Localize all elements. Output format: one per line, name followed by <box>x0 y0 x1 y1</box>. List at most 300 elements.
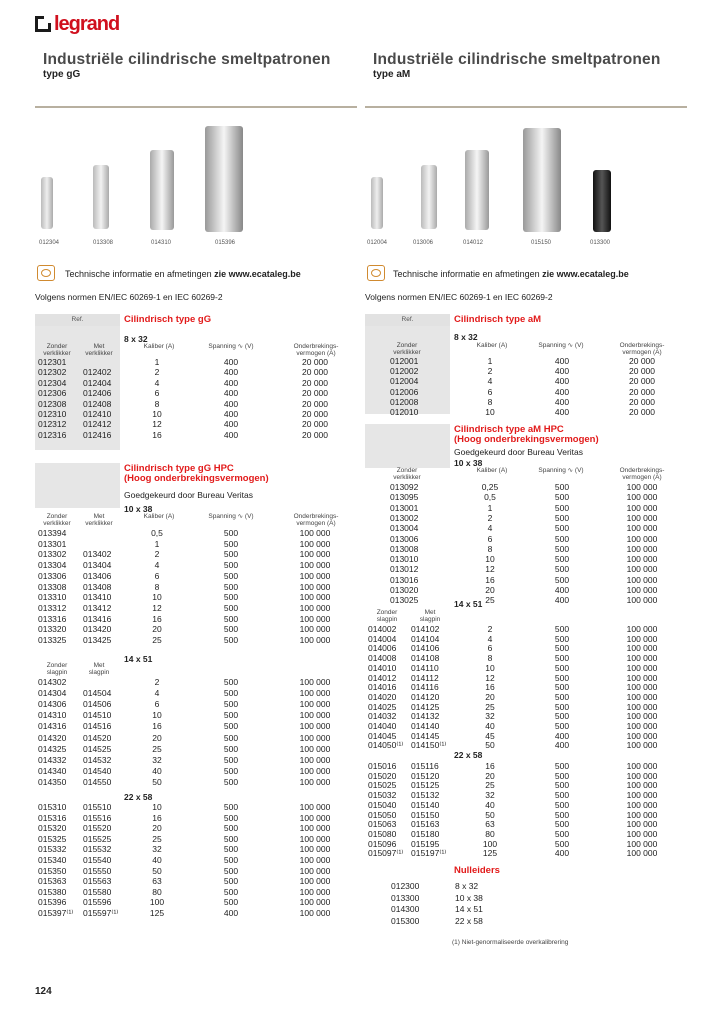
voltage: 400 <box>554 740 570 751</box>
voltage: 500 <box>554 721 570 731</box>
column-header: Onderbrekings- vermogen (A) <box>293 343 339 357</box>
voltage: 400 <box>223 388 239 399</box>
breaking-capacity: 100 000 <box>299 592 331 603</box>
ref-with: 013402 <box>83 549 112 560</box>
left-s2-title: Cilindrisch type gG HPC (Hoog onderbrekingsvermogen) <box>124 463 269 484</box>
breaking-capacity: 100 000 <box>626 721 658 731</box>
ref-with: 012408 <box>83 398 112 409</box>
column-header: Zonder verklikker <box>43 513 71 527</box>
rating: 6 <box>487 533 493 544</box>
ref-with: 014532 <box>83 754 112 765</box>
rating: 4 <box>154 377 160 388</box>
breaking-capacity: 100 000 <box>299 844 331 855</box>
breaking-capacity: 100 000 <box>626 662 658 673</box>
breaking-capacity: 100 000 <box>299 528 331 538</box>
breaking-capacity: 100 000 <box>626 838 658 849</box>
rating: 12 <box>152 419 162 430</box>
breaking-capacity: 20 000 <box>629 396 655 407</box>
ref-with: 012412 <box>83 419 112 430</box>
ref-without: 014040 <box>368 721 397 731</box>
left-s1-title: Cilindrisch type gG <box>124 314 212 325</box>
voltage: 500 <box>554 554 570 565</box>
breaking-capacity: 100 000 <box>299 754 331 765</box>
voltage: 500 <box>554 543 570 554</box>
voltage: 500 <box>554 574 570 585</box>
rating: 10 <box>485 407 495 417</box>
breaking-capacity: 100 000 <box>626 574 658 585</box>
ref-without: 015080 <box>368 828 397 839</box>
column-header: Spanning ∿ (V) <box>208 513 254 520</box>
ref-with: 013410 <box>83 592 112 603</box>
column-header: Onderbrekings- vermogen (A) <box>293 513 339 527</box>
ref-without: 013010 <box>390 554 419 565</box>
ref-with: 015540 <box>83 855 112 865</box>
breaking-capacity: 100 000 <box>299 710 331 721</box>
voltage: 500 <box>223 855 239 865</box>
size: 10 x 38 <box>455 892 483 903</box>
voltage: 500 <box>223 876 239 887</box>
ref-without: 015020 <box>368 770 397 781</box>
ref-without: 013308 <box>38 581 67 592</box>
ref-without: 015363 <box>38 876 67 887</box>
column-header: Met verklikker <box>85 513 113 527</box>
catalog-info-icon <box>37 265 55 281</box>
neutral-link-image <box>593 170 611 232</box>
fuse-image <box>93 165 109 229</box>
ref-without: 014306 <box>38 699 67 710</box>
ref-without: 013002 <box>390 512 419 523</box>
voltage: 400 <box>223 367 239 378</box>
ref: 012300 <box>391 881 420 891</box>
ref-with: 014140 <box>411 721 440 731</box>
image-caption: 015396 <box>215 240 236 246</box>
breaking-capacity: 20 000 <box>302 367 328 378</box>
ref-without: 015396 <box>38 897 67 908</box>
ref-without: 013301 <box>38 538 67 549</box>
breaking-capacity: 100 000 <box>299 721 331 732</box>
ref-without: 012008 <box>390 396 419 407</box>
breaking-capacity: 100 000 <box>299 635 331 645</box>
voltage: 500 <box>223 710 239 721</box>
voltage: 500 <box>223 732 239 743</box>
ref-without: 014025 <box>368 701 397 712</box>
column-header: Kaliber (A) <box>143 513 175 520</box>
voltage: 500 <box>554 502 570 513</box>
ref-without: 013006 <box>390 533 419 544</box>
left-s2-approved: Goedgekeurd door Bureau Veritas <box>124 490 254 500</box>
voltage: 500 <box>554 564 570 575</box>
column-header: Met slagpin <box>419 609 441 623</box>
voltage: 400 <box>554 407 570 417</box>
ref-with: 015516 <box>83 812 112 823</box>
breaking-capacity: 100 000 <box>626 512 658 523</box>
ref-without: 012306 <box>38 388 67 399</box>
column-header: Onderbrekings- vermogen (A) <box>619 467 665 481</box>
rating: 8 <box>154 581 160 592</box>
voltage: 500 <box>554 662 570 673</box>
voltage: 400 <box>223 429 239 440</box>
voltage: 500 <box>223 886 239 897</box>
rating: 32 <box>152 844 162 855</box>
ref-with: 015597⁽¹⁾ <box>83 908 119 918</box>
breaking-capacity: 100 000 <box>299 833 331 844</box>
ref-with: 015163 <box>411 819 440 830</box>
rating: 1 <box>487 356 493 366</box>
ref-without: 015310 <box>38 802 67 812</box>
rating: 6 <box>487 643 493 654</box>
ref-without: 013012 <box>390 564 419 575</box>
breaking-capacity: 100 000 <box>299 688 331 699</box>
fuse-image <box>371 177 383 229</box>
right-subtitle: type aM <box>373 69 411 80</box>
image-caption: 013308 <box>93 240 114 246</box>
rating: 25 <box>485 780 495 791</box>
ref-without: 015096 <box>368 838 397 849</box>
rating: 10 <box>152 592 162 603</box>
right-s3-size: 14 x 51 <box>454 599 483 609</box>
catalog-link[interactable]: zie www.ecataleg.be <box>214 269 301 279</box>
column-header: Spanning ∿ (V) <box>538 342 584 349</box>
voltage: 500 <box>554 643 570 654</box>
voltage: 500 <box>223 802 239 812</box>
breaking-capacity: 100 000 <box>626 672 658 683</box>
left-s3-size: 14 x 51 <box>124 654 153 664</box>
breaking-capacity: 100 000 <box>299 865 331 876</box>
fuse-image <box>205 126 243 232</box>
rating: 2 <box>154 367 160 378</box>
ref-without: 015016 <box>368 761 397 771</box>
voltage: 500 <box>554 790 570 801</box>
ref-without: 012010 <box>390 407 419 417</box>
voltage: 500 <box>223 560 239 571</box>
size: 22 x 58 <box>455 915 483 926</box>
voltage: 500 <box>223 812 239 823</box>
right-s2-title: Cilindrisch type aM HPC (Hoog onderbrekingsvermogen) <box>454 424 599 445</box>
rating: 4 <box>487 633 493 644</box>
voltage: 500 <box>223 613 239 624</box>
breaking-capacity: 100 000 <box>626 799 658 810</box>
ref-with: 015580 <box>83 886 112 897</box>
rating: 20 <box>485 585 495 595</box>
breaking-capacity: 20 000 <box>629 376 655 387</box>
ref-with: 014504 <box>83 688 112 699</box>
ref-with: 015125 <box>411 780 440 791</box>
ref-without: 015350 <box>38 865 67 876</box>
ref-with: 012416 <box>83 429 112 440</box>
rating: 32 <box>152 754 162 765</box>
ref-without: 012308 <box>38 398 67 409</box>
rating: 40 <box>485 799 495 810</box>
rating: 0,25 <box>481 482 499 492</box>
column-header: Kaliber (A) <box>476 467 508 474</box>
rating: 80 <box>485 828 495 839</box>
ref-without: 015050 <box>368 809 397 820</box>
right-s1-size: 8 x 32 <box>454 332 478 342</box>
breaking-capacity: 20 000 <box>302 409 328 419</box>
ref-without: 012316 <box>38 429 67 440</box>
rating: 125 <box>482 848 498 859</box>
ref-without: 014012 <box>368 672 397 683</box>
voltage: 400 <box>554 396 570 407</box>
breaking-capacity: 100 000 <box>626 643 658 654</box>
ref-without: 015332 <box>38 844 67 855</box>
ref-without: 015340 <box>38 855 67 865</box>
rating: 40 <box>152 765 162 776</box>
voltage: 500 <box>554 672 570 683</box>
left-info: Technische informatie en afmetingen zie www.ecataleg.be <box>65 269 301 279</box>
rating: 8 <box>487 653 493 664</box>
voltage: 400 <box>554 366 570 377</box>
rating: 20 <box>485 691 495 702</box>
rating: 40 <box>485 721 495 731</box>
rating: 50 <box>485 740 495 751</box>
column-header: Spanning ∿ (V) <box>208 343 254 350</box>
breaking-capacity: 100 000 <box>626 554 658 565</box>
ref-with: 015120 <box>411 770 440 781</box>
ref-without: 013025 <box>390 595 419 606</box>
rating: 16 <box>152 429 162 440</box>
voltage: 400 <box>554 730 570 741</box>
ref-with: 013416 <box>83 613 112 624</box>
rating: 50 <box>152 865 162 876</box>
breaking-capacity: 100 000 <box>626 585 658 595</box>
rating: 20 <box>485 770 495 781</box>
rating: 6 <box>154 570 160 581</box>
ref-without: 015316 <box>38 812 67 823</box>
rating: 4 <box>487 523 493 534</box>
voltage: 400 <box>223 377 239 388</box>
rating: 2 <box>487 366 493 377</box>
breaking-capacity: 100 000 <box>299 549 331 560</box>
column-header: Zonder verklikker <box>393 467 421 481</box>
breaking-capacity: 100 000 <box>626 653 658 664</box>
voltage: 400 <box>554 356 570 366</box>
breaking-capacity: 100 000 <box>626 533 658 544</box>
rating: 32 <box>485 711 495 722</box>
rating: 20 <box>152 732 162 743</box>
ref-with: 012402 <box>83 367 112 378</box>
ref-without: 015380 <box>38 886 67 897</box>
breaking-capacity: 100 000 <box>626 595 658 606</box>
ref-with: 014112 <box>411 672 439 683</box>
rating: 16 <box>485 574 495 585</box>
voltage: 400 <box>554 595 570 606</box>
ref-with: 015525 <box>83 833 112 844</box>
voltage: 500 <box>223 743 239 754</box>
breaking-capacity: 100 000 <box>626 819 658 830</box>
rating: 2 <box>487 512 493 523</box>
ref-without: 014332 <box>38 754 67 765</box>
rating: 25 <box>485 701 495 712</box>
rating: 10 <box>152 802 162 812</box>
ref-without: 013095 <box>390 492 419 503</box>
breaking-capacity: 100 000 <box>626 848 658 859</box>
breaking-capacity: 20 000 <box>302 377 328 388</box>
ref: 015300 <box>391 915 420 926</box>
image-caption: 013300 <box>590 240 611 246</box>
voltage: 500 <box>223 528 239 538</box>
fuse-image <box>421 165 437 229</box>
voltage: 500 <box>554 819 570 830</box>
rating: 10 <box>152 710 162 721</box>
column-header: Onderbrekings- vermogen (A) <box>619 342 665 356</box>
rating: 2 <box>154 549 160 560</box>
ref-with: 014150⁽¹⁾ <box>411 740 447 751</box>
voltage: 500 <box>554 523 570 534</box>
breaking-capacity: 100 000 <box>626 701 658 712</box>
image-caption: 012004 <box>367 240 388 246</box>
ref: 014300 <box>391 904 420 915</box>
ref-without: 012310 <box>38 409 67 419</box>
breaking-capacity: 100 000 <box>626 790 658 801</box>
rating: 12 <box>485 564 495 575</box>
voltage: 500 <box>554 711 570 722</box>
ref-without: 013302 <box>38 549 67 560</box>
right-s4-size: 22 x 58 <box>454 750 483 760</box>
voltage: 500 <box>554 780 570 791</box>
ref-without: 013016 <box>390 574 419 585</box>
breaking-capacity: 20 000 <box>302 419 328 430</box>
right-info: Technische informatie en afmetingen zie www.ecataleg.be <box>393 269 629 279</box>
rating: 0,5 <box>484 492 496 503</box>
column-header: Met verklikker <box>85 343 113 357</box>
ref-with: 014125 <box>411 701 440 712</box>
ref-without: 013394 <box>38 528 67 538</box>
voltage: 500 <box>223 776 239 787</box>
voltage: 500 <box>554 809 570 820</box>
ref-with: 012406 <box>83 388 112 399</box>
rating: 100 <box>482 838 498 849</box>
ref-without: 014325 <box>38 743 67 754</box>
ref-with: 015532 <box>83 844 112 855</box>
right-ref-header: Ref. <box>365 314 450 326</box>
voltage: 500 <box>223 833 239 844</box>
ref-with: 014525 <box>83 743 112 754</box>
voltage: 400 <box>554 848 570 859</box>
rating: 25 <box>152 833 162 844</box>
ref-with: 014516 <box>83 721 112 732</box>
voltage: 500 <box>223 570 239 581</box>
voltage: 500 <box>223 549 239 560</box>
rating: 8 <box>487 396 493 407</box>
breaking-capacity: 20 000 <box>629 366 655 377</box>
ref-with: 014102 <box>411 624 440 634</box>
rating: 25 <box>152 635 162 645</box>
ref-without: 012001 <box>390 356 419 366</box>
ref-without: 014350 <box>38 776 67 787</box>
ref-without: 012302 <box>38 367 67 378</box>
rating: 1 <box>487 502 493 513</box>
ref-with: 015116 <box>411 761 439 771</box>
ref-with: 014506 <box>83 699 112 710</box>
ref-without: 013310 <box>38 592 67 603</box>
voltage: 500 <box>554 653 570 664</box>
page-number: 124 <box>35 986 52 997</box>
ref-with: 014108 <box>411 653 440 664</box>
rating: 50 <box>152 776 162 787</box>
catalog-link[interactable]: zie www.ecataleg.be <box>542 269 629 279</box>
fuse-image <box>465 150 489 230</box>
voltage: 500 <box>223 602 239 613</box>
breaking-capacity: 100 000 <box>626 543 658 554</box>
right-ref-shade <box>365 424 450 468</box>
rating: 32 <box>485 790 495 801</box>
ref-without: 014016 <box>368 682 397 693</box>
rating: 16 <box>152 613 162 624</box>
ref-without: 015025 <box>368 780 397 791</box>
left-rule <box>35 106 357 108</box>
left-product-images <box>35 110 357 246</box>
left-subtitle: type gG <box>43 69 81 80</box>
voltage: 500 <box>223 765 239 776</box>
ref-with: 015195 <box>411 838 440 849</box>
left-s4-size: 22 x 58 <box>124 792 153 802</box>
breaking-capacity: 100 000 <box>299 538 331 549</box>
ref-with: 014520 <box>83 732 112 743</box>
ref-without: 013320 <box>38 624 67 635</box>
ref-without: 014004 <box>368 633 397 644</box>
breaking-capacity: 100 000 <box>299 823 331 834</box>
voltage: 400 <box>223 409 239 419</box>
breaking-capacity: 100 000 <box>626 711 658 722</box>
ref-with: 014550 <box>83 776 112 787</box>
column-header: Kaliber (A) <box>476 342 508 349</box>
ref-without: 013306 <box>38 570 67 581</box>
breaking-capacity: 100 000 <box>626 482 658 492</box>
voltage: 500 <box>223 688 239 699</box>
breaking-capacity: 20 000 <box>302 429 328 440</box>
ref-with: 013420 <box>83 624 112 635</box>
voltage: 500 <box>554 512 570 523</box>
rating: 63 <box>485 819 495 830</box>
breaking-capacity: 100 000 <box>299 886 331 897</box>
rating: 12 <box>485 672 495 683</box>
breaking-capacity: 100 000 <box>299 699 331 710</box>
voltage: 500 <box>223 844 239 855</box>
breaking-capacity: 100 000 <box>299 876 331 887</box>
breaking-capacity: 100 000 <box>626 502 658 513</box>
voltage: 500 <box>223 677 239 687</box>
breaking-capacity: 100 000 <box>626 564 658 575</box>
rating: 40 <box>152 855 162 865</box>
voltage: 400 <box>554 386 570 397</box>
ref-without: 015320 <box>38 823 67 834</box>
image-caption: 012304 <box>39 240 60 246</box>
ref-with: 015520 <box>83 823 112 834</box>
rating: 2 <box>154 677 160 687</box>
breaking-capacity: 100 000 <box>626 682 658 693</box>
breaking-capacity: 20 000 <box>302 357 328 367</box>
left-ref-shade <box>35 463 120 508</box>
ref-without: 014310 <box>38 710 67 721</box>
rating: 8 <box>154 398 160 409</box>
breaking-capacity: 100 000 <box>626 740 658 751</box>
breaking-capacity: 100 000 <box>299 613 331 624</box>
voltage: 500 <box>223 823 239 834</box>
ref-with: 014116 <box>411 682 439 693</box>
right-s2-approved: Goedgekeurd door Bureau Veritas <box>454 447 584 457</box>
ref-without: 014304 <box>38 688 67 699</box>
voltage: 500 <box>223 754 239 765</box>
ref-without: 013304 <box>38 560 67 571</box>
rating: 6 <box>154 388 160 399</box>
right-product-images <box>365 110 687 246</box>
voltage: 400 <box>223 419 239 430</box>
voltage: 400 <box>223 398 239 409</box>
column-header: Zonder verklikker <box>393 342 421 356</box>
ref-without: 014316 <box>38 721 67 732</box>
voltage: 500 <box>554 761 570 771</box>
